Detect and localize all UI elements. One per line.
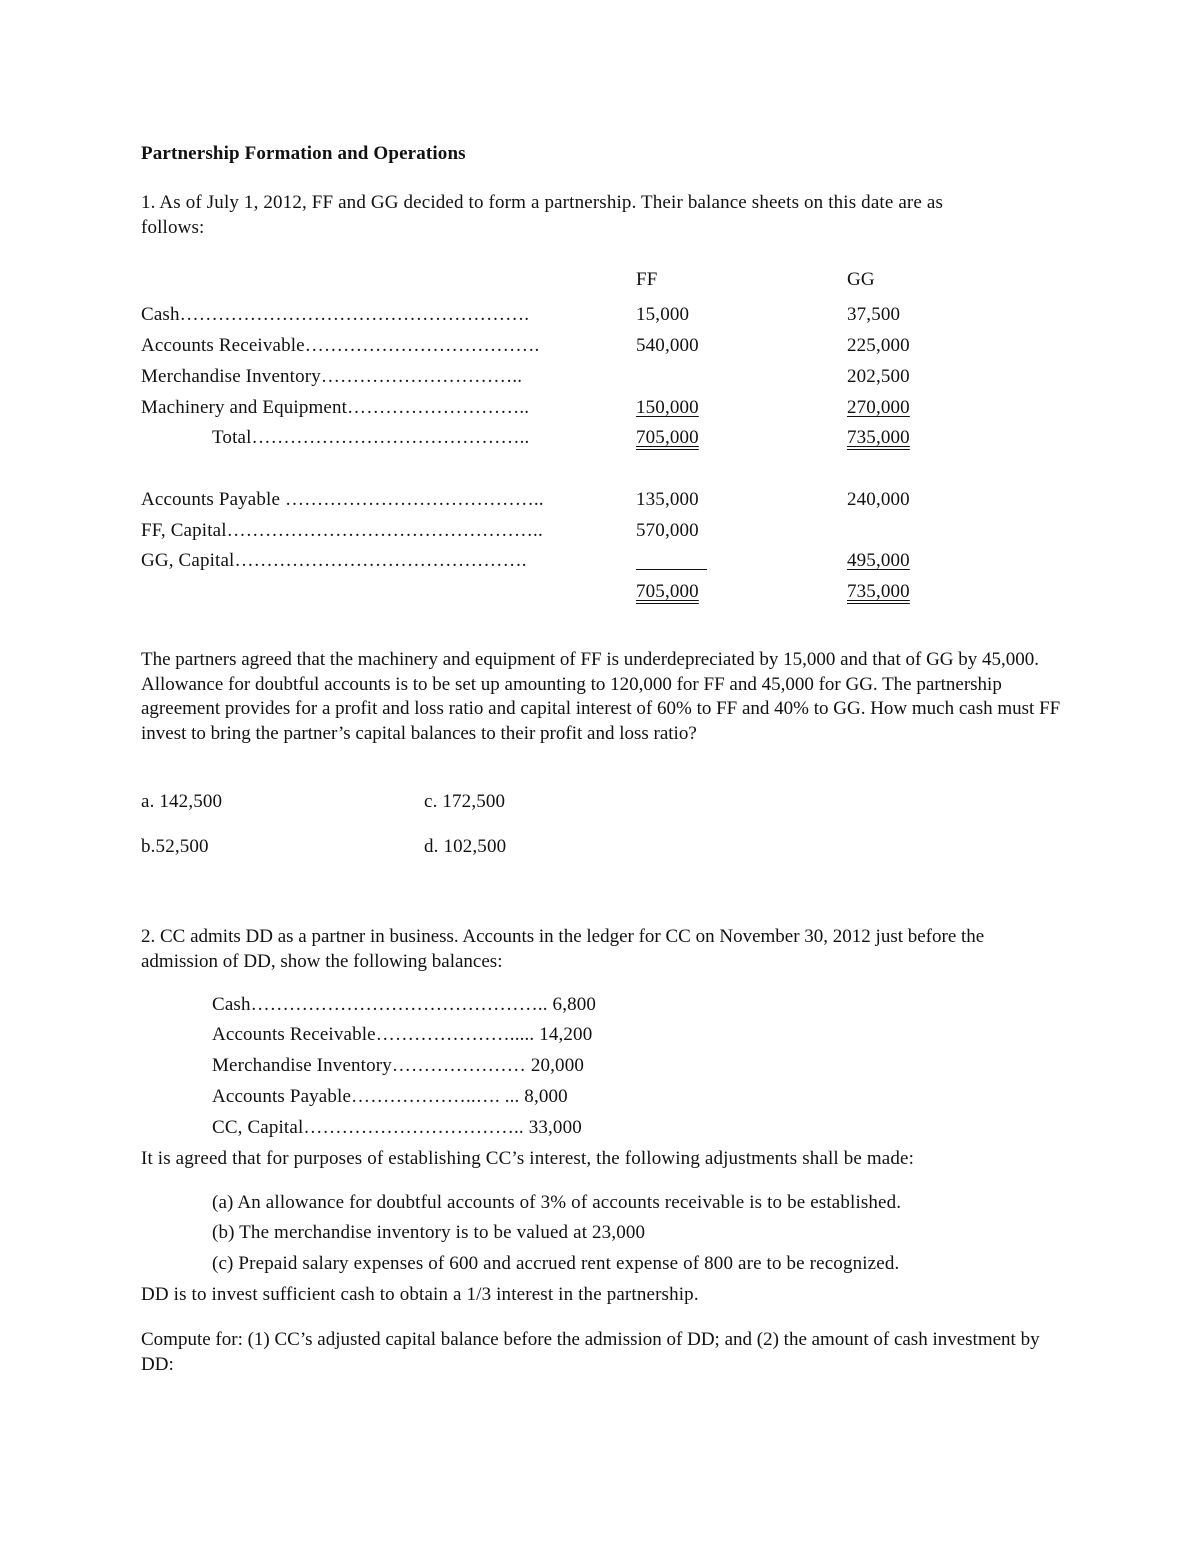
row-ff-machinery: 150,000	[636, 397, 699, 418]
q2-balance-capital: CC, Capital…………………………….. 33,000	[212, 1117, 582, 1138]
choice-b: b.52,500	[141, 836, 209, 857]
row-label-ff-capital: FF, Capital…………………………………………..	[141, 520, 543, 541]
q2-adjustment-b: (b) The merchandise inventory is to be valued at 23,000	[212, 1222, 646, 1243]
row-gg-grand-total: 735,000	[847, 581, 910, 602]
row-ff-ff-capital: 570,000	[636, 520, 699, 541]
q1-intro-line2: follows:	[141, 217, 205, 238]
choice-a: a. 142,500	[141, 791, 223, 812]
q2-adjustment-a: (a) An allowance for doubtful accounts of 3% of accounts receivable is to be established.	[212, 1192, 902, 1213]
q2-dd-invest: DD is to invest sufficient cash to obtain a 1/3 interest in the partnership.	[141, 1284, 699, 1305]
row-ff-cash: 15,000	[636, 304, 690, 325]
choice-c: c. 172,500	[424, 791, 506, 812]
row-gg-cash: 37,500	[847, 304, 901, 325]
col-header-gg: GG	[847, 269, 875, 290]
q1-paragraph: The partners agreed that the machinery and equipment of FF is underdepreciated by 15,000 and that of GG by 45,000. Allowance for doubtful accounts is to be set up amounting to 120,000 for FF and 45,000 for GG. The partnership agreement provides for a profit and loss ratio and capital interest of 60% to FF and 40% to GG. How much cash must FF invest to bring the partner’s capital balances to their profit and loss ratio?	[141, 649, 1061, 744]
row-gg-ap: 240,000	[847, 489, 910, 510]
row-label-ap: Accounts Payable …………………………………..	[141, 489, 544, 510]
row-ff-ar: 540,000	[636, 335, 699, 356]
q1-intro-line1: 1. As of July 1, 2012, FF and GG decided to form a partnership. Their balance sheets on this date are as	[141, 192, 943, 213]
row-label-inventory: Merchandise Inventory…………………………..	[141, 366, 523, 387]
row-gg-machinery: 270,000	[847, 397, 910, 418]
q2-intro: 2. CC admits DD as a partner in business. Accounts in the ledger for CC on November 30, 2012 just before the admission of DD, show the following balances:	[141, 926, 985, 972]
q2-adjustment-c: (c) Prepaid salary expenses of 600 and accrued rent expense of 800 are to be recognized.	[212, 1253, 900, 1274]
row-gg-ar: 225,000	[847, 335, 910, 356]
choice-d: d. 102,500	[424, 836, 507, 857]
row-ff-total: 705,000	[636, 427, 699, 448]
row-label-total: Total……………………………………..	[212, 427, 530, 448]
row-ff-grand-total: 705,000	[636, 581, 699, 602]
q2-balance-ar: Accounts Receivable…………………..... 14,200	[212, 1024, 593, 1045]
row-gg-gg-capital: 495,000	[847, 550, 910, 571]
row-gg-total: 735,000	[847, 427, 910, 448]
row-gg-inventory: 202,500	[847, 366, 910, 387]
q2-balance-ap: Accounts Payable………………..…. ... 8,000	[212, 1086, 568, 1107]
page-title: Partnership Formation and Operations	[141, 143, 466, 164]
q2-agreed-line: It is agreed that for purposes of establishing CC’s interest, the following adjustments shall be made:	[141, 1148, 915, 1169]
col-header-ff: FF	[636, 269, 658, 290]
row-label-machinery: Machinery and Equipment………………………..	[141, 397, 530, 418]
row-label-gg-capital: GG, Capital……………………………………….	[141, 550, 527, 571]
row-label-cash: Cash……………………………………………….	[141, 304, 530, 325]
row-ff-ap: 135,000	[636, 489, 699, 510]
row-label-ar: Accounts Receivable……………………………….	[141, 335, 540, 356]
blank-underline	[636, 569, 707, 570]
q2-balance-inventory: Merchandise Inventory………………… 20,000	[212, 1055, 584, 1076]
q2-compute: Compute for: (1) CC’s adjusted capital balance before the admission of DD; and (2) the amount of cash investment by DD:	[141, 1329, 1040, 1375]
q2-balance-cash: Cash……………………………………….. 6,800	[212, 994, 597, 1015]
